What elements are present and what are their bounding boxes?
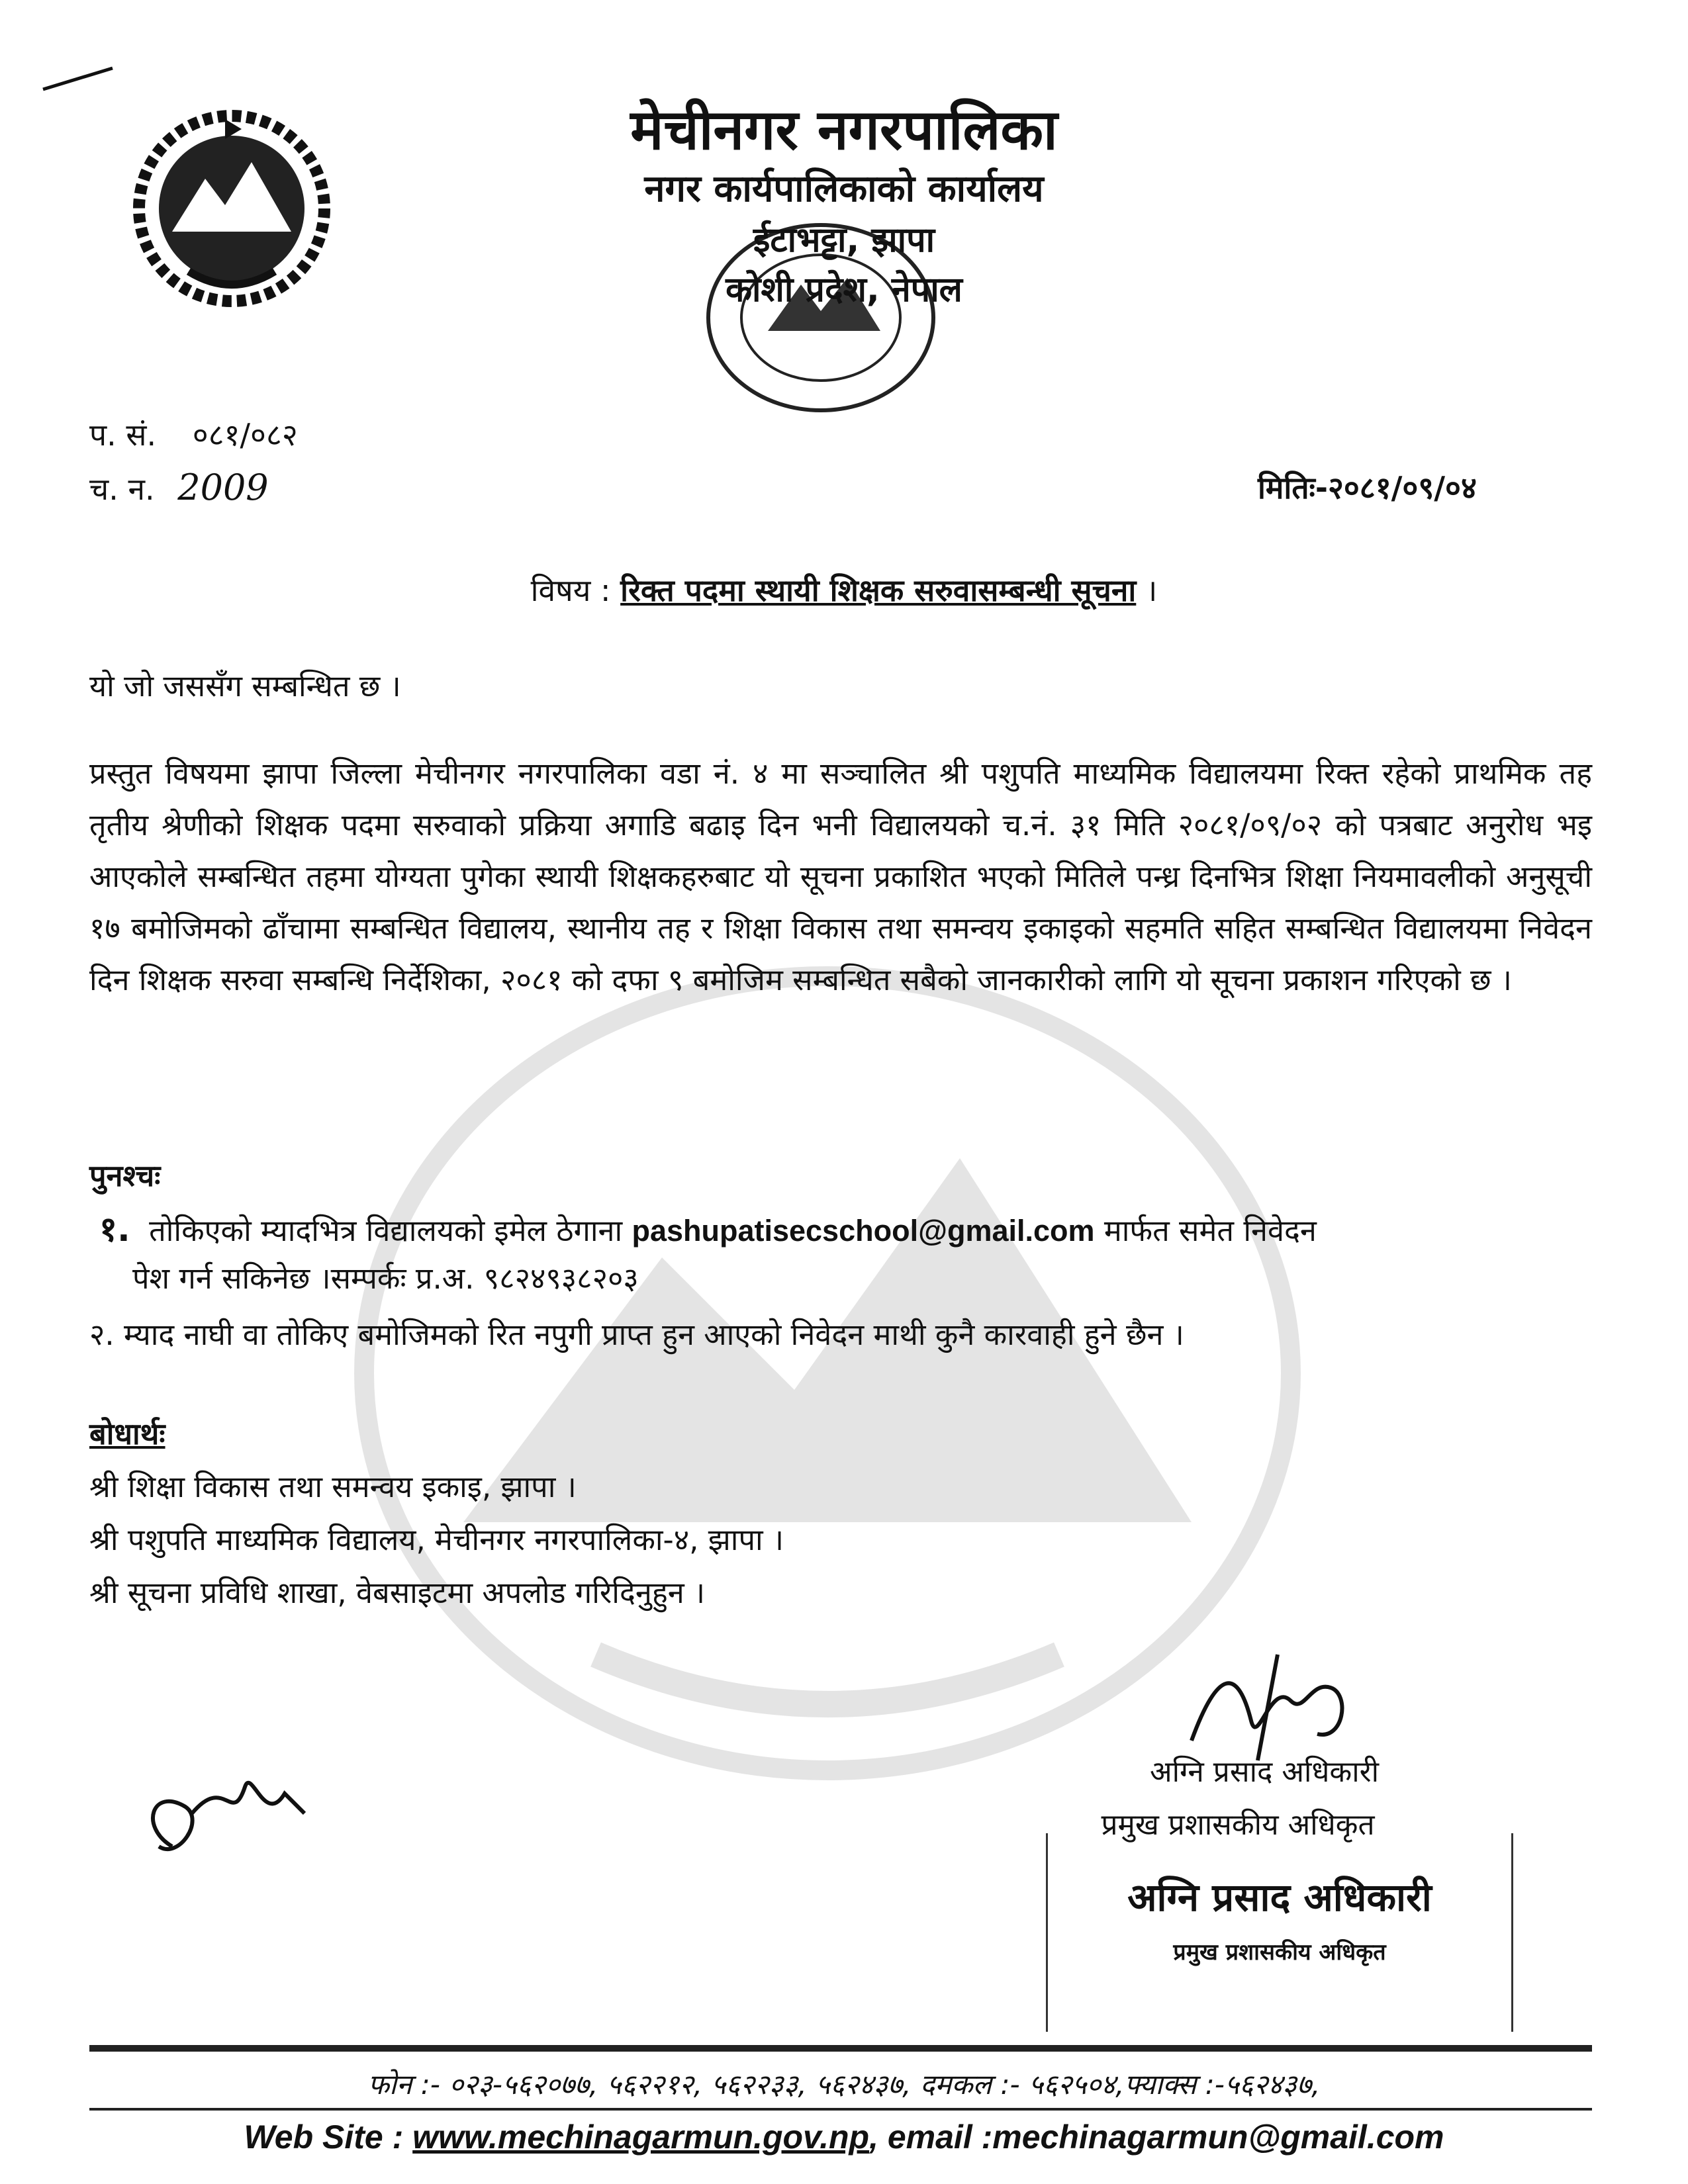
office-name: नगर कार्यपालिकाको कार्यालय [644, 167, 1044, 210]
cc-item-3: श्री सूचना प्रविधि शाखा, वेबसाइटमा अपलोड गरिदिनुहुन । [89, 1575, 706, 1610]
footer-phone: फोन :- ०२३-५६२०७७, ५६२२१२, ५६२२३३, ५६२४३७, दमकल :- ५६२५०४,फ्याक्स :-५६२४३७, [367, 2068, 1321, 2101]
web-label: Web Site : [244, 2118, 404, 2156]
body-paragraph: प्रस्तुत विषयमा झापा जिल्ला मेचीनगर नगरपालिका वडा नं. ४ मा सञ्चालित श्री पशुपति माध्यमिक विद्यालयमा रिक्त रहेको प्राथमिक तह तृतीय श्रेणीको शिक्षक पदमा सरुवाको प्रक्रिया अगाडि बढाइ दिन भनी विद्यालयको च.नं. ३१ मिति २०८१/०९/०२ को पत्रबाट अनुरोध भइ आएकोले सम्बन्धित तहमा योग्यता पुगेका स्थायी शिक्षकहरुबाट यो सूचना प्रकाशित भएको मितिले पन्ध्र दिनभित्र शिक्षा नियमावलीको अनुसूची १७ बमोजिमको ढाँचामा सम्बन्धित विद्यालय, स्थानीय तह र शिक्षा विकास तथा समन्वय इकाइको सहमति सहित सम्बन्धित विद्यालयमा निवेदन दिन शिक्षक सरुवा सम्बन्धि निर्देशिका, २०८१ को दफा ९ बमोजिम सम्बन्धित सबैको जानकारीको लागि यो सूचना प्रकाशन गरिएको छ । [89, 756, 1592, 997]
website-link[interactable]: www.mechinagarmun.gov.np [412, 2118, 870, 2156]
item1-number: १. [99, 1210, 130, 1250]
cc-label: बोधार्थः [89, 1416, 165, 1451]
municipality-name: मेचीनगर नगरपालिका [630, 97, 1058, 162]
cc-item-1: श्री शिक्षा विकास तथा समन्वय इकाइ, झापा । [89, 1469, 577, 1504]
name-seal-stamp [1046, 1833, 1513, 2032]
seal-title: प्रमुख प्रशासकीय अधिकृत [1173, 1939, 1386, 1966]
cc-item-2: श्री पशुपति माध्यमिक विद्यालय, मेचीनगर नगरपालिका-४, झापा । [89, 1522, 784, 1557]
pen-mark [40, 63, 119, 96]
ps-value: ०८१/०८२ [192, 417, 298, 453]
salutation: यो जो जससँग सम्बन्धित छ । [89, 668, 401, 704]
subject-line [0, 569, 1688, 610]
postscript-item-1 [99, 1205, 1317, 1251]
signatory-title: प्रमुख प्रशासकीय अधिकृत [1101, 1808, 1375, 1842]
signatory-name: अग्नि प्रसाद अधिकारी [1150, 1755, 1379, 1789]
cn-label: च. न. [89, 471, 155, 507]
item1-text-a: तोकिएको म्यादभित्र विद्यालयको इमेल ठेगाना [149, 1213, 623, 1248]
cn-value: 2009 [177, 467, 269, 508]
reference-ps [89, 414, 298, 455]
footer-email[interactable]: mechinagarmun@gmail.com [992, 2118, 1444, 2156]
office-location: ईटाभट्टा, झापा [753, 220, 935, 260]
footer-rule-bottom [89, 2108, 1592, 2111]
email-label: , email : [869, 2118, 993, 2156]
subject-text: रिक्त पदमा स्थायी शिक्षक सरुवासम्बन्धी सूचना [620, 572, 1137, 608]
footer-web [0, 2118, 1688, 2156]
postscript-item-2: २. म्याद नाघी वा तोकिए बमोजिमको रित नपुगी प्राप्त हुन आएको निवेदन माथी कुनै कारवाही हुने छैन । [89, 1317, 1184, 1352]
reference-cn [89, 467, 269, 509]
letter-date: मितिः-२०८१/०९/०४ [1258, 470, 1477, 506]
subject-label: विषय : [530, 572, 611, 608]
school-email: pashupatisecschool@gmail.com [632, 1214, 1095, 1248]
office-province: कोशी प्रदेश, नेपाल [726, 270, 962, 310]
postscript-label: पुनश्चः [89, 1158, 161, 1193]
item1-text-b: मार्फत समेत निवेदन [1103, 1213, 1317, 1248]
subject-end: । [1145, 572, 1158, 608]
seal-name: अग्नि प्रसाद अधिकारी [1127, 1875, 1432, 1920]
watermark-emblem [331, 927, 1324, 1820]
initials-signature [132, 1747, 331, 1880]
ps-label: प. सं. [89, 417, 157, 453]
postscript-item-1-continued: पेश गर्न सकिनेछ ।सम्पर्कः प्र.अ. ९८२४९३८२०३ [132, 1261, 639, 1296]
footer-rule-top [89, 2045, 1592, 2052]
